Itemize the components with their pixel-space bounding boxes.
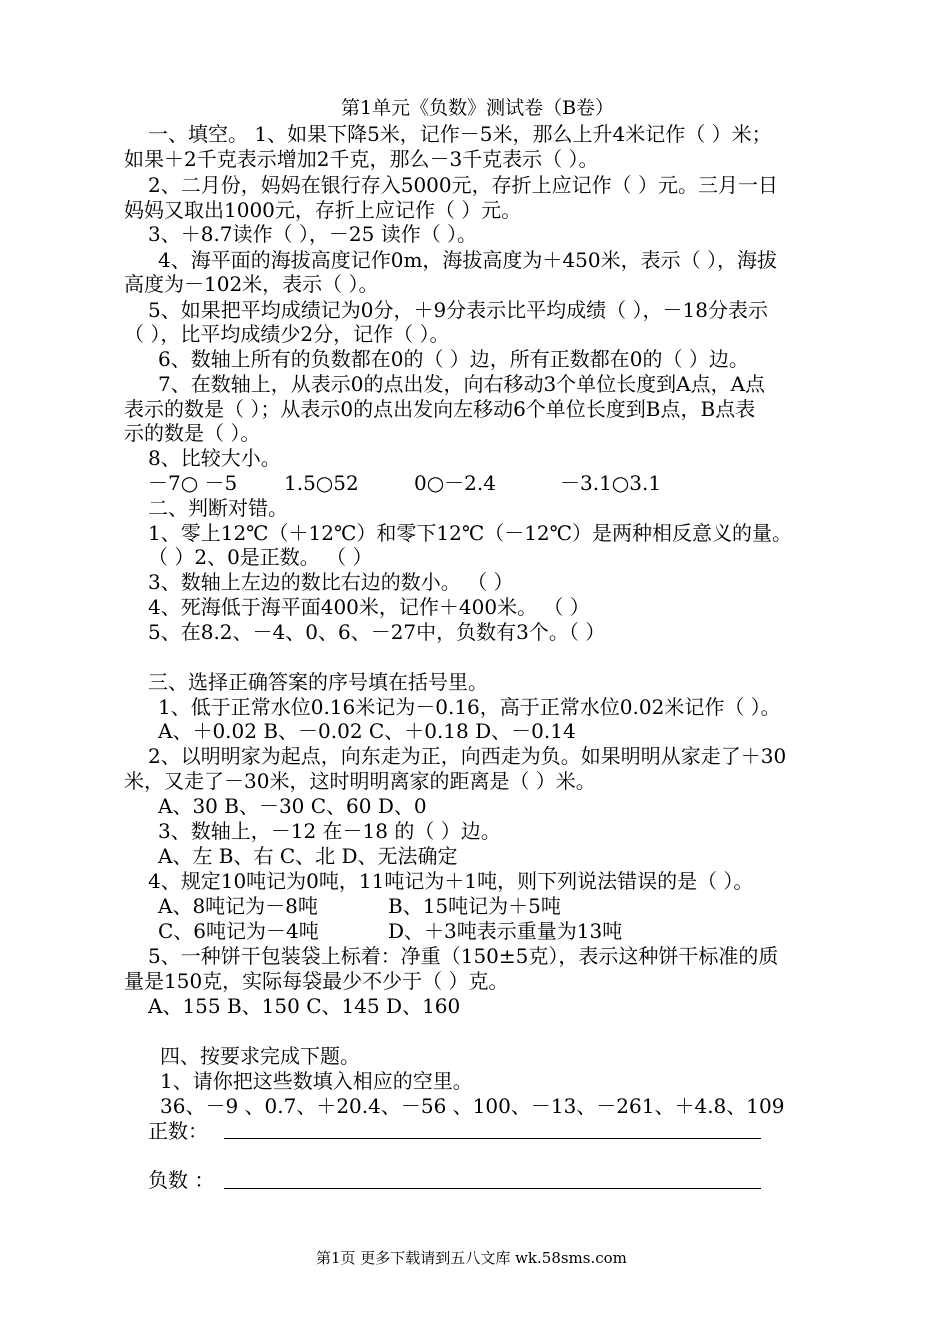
choice-q4-option-a: A、8吨记为－8吨 (158, 894, 318, 918)
section2-heading: 二、判断对错。 (148, 496, 288, 520)
choice-q1: 1、低于正常水位0.16米记为－0.16，高于正常水位0.02米记作（ ）。 (158, 695, 781, 719)
choice-q2-line2: 米，又走了－30米，这时明明离家的距离是（ ）米。 (124, 769, 596, 793)
section4-heading: 四、按要求完成下题。 (160, 1044, 360, 1068)
choice-q2-options: A、30 B、－30 C、60 D、0 (158, 794, 427, 818)
choice-q5-options: A、155 B、150 C、145 D、160 (148, 994, 461, 1018)
fill-q5-line1: 5、如果把平均成绩记为0分，＋9分表示比平均成绩（ ），－18分表示 (148, 298, 768, 322)
positive-label: 正数： (148, 1119, 208, 1143)
choice-q4-option-c: C、6吨记为－4吨 (158, 919, 319, 943)
choice-q3-options: A、左 B、右 C、北 D、无法确定 (158, 844, 458, 868)
fill-q3: 3、＋8.7读作（ ），－25 读作（ ）。 (148, 222, 478, 246)
judge-q4: 4、死海低于海平面400米，记作＋400米。 （ ） (148, 595, 590, 619)
negative-answer-line[interactable] (224, 1188, 761, 1189)
choice-q3: 3、数轴上，－12 在－18 的（ ）边。 (158, 819, 501, 843)
fill-q7-line2: 表示的数是（ ）；从表示0的点出发向左移动6个单位长度到B点，B点表 (124, 397, 756, 421)
judge-q3: 3、数轴上左边的数比右边的数小。 （ ） (148, 570, 514, 594)
fill-q2-line1: 2、二月份，妈妈在银行存入5000元，存折上应记作（ ）元。三月一日 (148, 173, 778, 197)
choice-q4-option-d: D、＋3吨表示重量为13吨 (388, 919, 623, 943)
page-title: 第1单元《负数》测试卷（B卷） (341, 97, 615, 119)
fill-q8: 8、比较大小。 (148, 446, 281, 470)
fill-q1-line2: 如果＋2千克表示增加2千克，那么－3千克表示（ ）。 (124, 147, 599, 171)
fill-q7-line3: 示的数是（ ）。 (124, 421, 261, 445)
choice-q2-line1: 2、以明明家为起点，向东走为正，向西走为负。如果明明从家走了＋30 (148, 744, 787, 768)
fill-q6: 6、数轴上所有的负数都在0的（ ）边，所有正数都在0的（ ）边。 (158, 347, 749, 371)
choice-q5-line1: 5、一种饼干包装袋上标着：净重（150±5克），表示这种饼干标准的质 (148, 944, 779, 968)
judge-q2: （ ）2、0是正数。 （ ） (148, 545, 373, 569)
compare-item-2: 1.5○52 (284, 471, 359, 495)
fill-q1-line1: 一、填空。 1、如果下降5米，记作－5米，那么上升4米记作（ ）米； (148, 122, 772, 146)
judge-q5: 5、在8.2、－4、0、6、－27中，负数有3个。（ ） (148, 620, 606, 644)
fill-q5-line2: （ ），比平均成绩少2分，记作（ ）。 (124, 322, 450, 346)
section3-heading: 三、选择正确答案的序号填在括号里。 (148, 670, 488, 694)
compare-item-3: 0○－2.4 (414, 471, 496, 495)
page-footer: 第1页 更多下载请到五八文库 wk.58sms.com (316, 1249, 627, 1267)
compare-item-4: －3.1○3.1 (560, 471, 662, 495)
compare-item-1: －7○ －5 (148, 471, 238, 495)
fill-q7-line1: 7、在数轴上，从表示0的点出发，向右移动3个单位长度到A点，A点 (158, 372, 766, 396)
fill-q4-line2: 高度为－102米，表示（ ）。 (124, 272, 379, 296)
fill-q4-line1: 4、海平面的海拔高度记作0m，海拔高度为＋450米，表示（ ），海拔 (158, 248, 777, 272)
task-q1: 1、请你把这些数填入相应的空里。 (160, 1069, 473, 1093)
choice-q4: 4、规定10吨记为0吨，11吨记为＋1吨，则下列说法错误的是（ ）。 (148, 869, 754, 893)
fill-q2-line2: 妈妈又取出1000元，存折上应记作（ ）元。 (124, 198, 522, 222)
negative-label: 负数 ： (148, 1168, 215, 1192)
choice-q1-options: A、＋0.02 B、－0.02 C、＋0.18 D、－0.14 (158, 719, 576, 743)
choice-q4-option-b: B、15吨记为＋5吨 (388, 894, 561, 918)
choice-q5-line2: 量是150克，实际每袋最少不少于（ ）克。 (124, 969, 509, 993)
judge-q1: 1、零上12℃（＋12℃）和零下12℃（－12℃）是两种相反意义的量。 (148, 521, 793, 545)
number-list: 36、－9 、0.7、＋20.4、－56 、100、－13、－261、＋4.8、109 (160, 1094, 785, 1118)
positive-answer-line[interactable] (224, 1138, 761, 1139)
